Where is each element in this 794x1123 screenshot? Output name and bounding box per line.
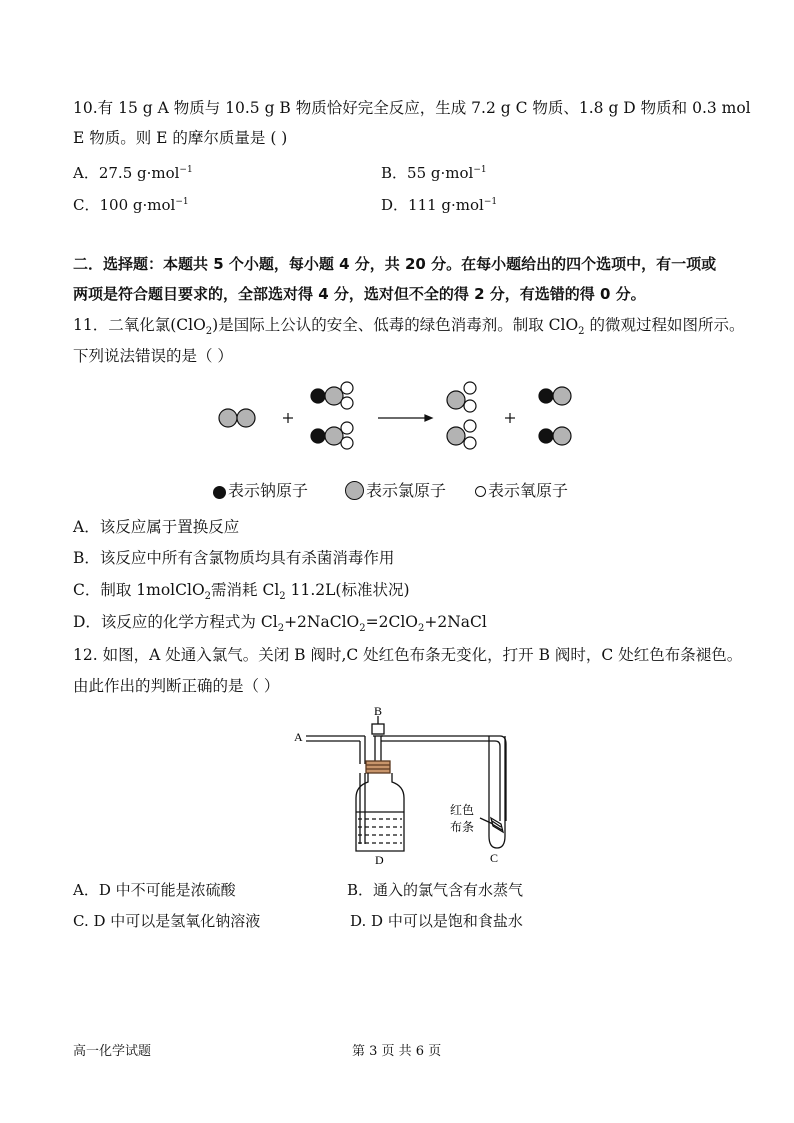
q10-option-c-text: C．100 g·mol	[73, 196, 176, 214]
label-b: B	[374, 704, 383, 718]
q11-stem-line2: 下列说法错误的是（ ）	[73, 347, 233, 365]
q11-l1c: 的微观过程如图所示。	[584, 316, 745, 334]
q10-option-a-sup: −1	[179, 165, 193, 175]
section2-header-line2: 两项是符合题目要求的，全部选对得 4 分，选对但不全的得 2 分，有选错的得 0 分。	[73, 285, 646, 303]
q12-option-c[interactable]: C. D 中可以是氢氧化钠溶液	[73, 912, 261, 930]
legend-oxygen-label: 表示氧原子	[488, 481, 569, 500]
o-atom	[341, 397, 353, 409]
q10-option-d[interactable]	[381, 192, 497, 215]
q11-l1-sub: 2	[205, 326, 213, 338]
cl-atom	[325, 427, 343, 445]
q11-d-b: +2NaClO	[284, 613, 360, 631]
q10-option-a[interactable]	[73, 160, 193, 183]
o-atom	[464, 382, 476, 394]
legend-sodium	[213, 480, 308, 502]
cl-atom	[553, 427, 571, 445]
q11-option-b[interactable]: B．该反应中所有含氯物质均具有杀菌消毒作用	[73, 549, 395, 567]
q11-option-a[interactable]: A．该反应属于置换反应	[73, 518, 240, 536]
q11-option-c[interactable]	[73, 580, 410, 607]
q11-d-sub2: 2	[359, 623, 366, 635]
q11-d-d: +2NaCl	[424, 613, 487, 631]
q10-option-b-text: B．55 g·mol	[381, 164, 474, 182]
q12-option-a[interactable]: A．D 中不可能是浓硫酸	[73, 881, 236, 899]
label-a: A	[294, 730, 303, 744]
q12-stem-line2: 由此作出的判断正确的是（ ）	[73, 677, 280, 695]
q11-c-c: 11.2L(标准状况)	[285, 581, 410, 599]
na-atom	[539, 389, 553, 403]
q11-d-sub3: 2	[418, 623, 425, 635]
o-atom	[341, 437, 353, 449]
q11-l1-sub2: 2	[578, 326, 585, 338]
cl-atom	[237, 409, 255, 427]
apparatus-diagram	[290, 706, 550, 866]
q12-option-b[interactable]: B．通入的氯气含有水蒸气	[347, 881, 524, 899]
o-atom	[341, 382, 353, 394]
oxygen-dot-icon	[475, 486, 486, 497]
reaction-diagram	[0, 378, 794, 458]
legend-oxygen	[475, 480, 568, 502]
na-atom	[539, 429, 553, 443]
q10-option-d-sup: −1	[483, 197, 498, 207]
cl-atom	[553, 387, 571, 405]
chlorine-dot-icon	[345, 481, 364, 500]
o-atom	[464, 420, 476, 432]
legend-sodium-label: 表示钠原子	[228, 481, 309, 500]
q11-c-a: C．制取 1molClO	[73, 581, 205, 599]
footer-page-number: 第 3 页 共 6 页	[352, 1044, 442, 1059]
cl-atom	[325, 387, 343, 405]
q10-stem-line2: E 物质。则 E 的摩尔质量是 ( )	[73, 129, 288, 147]
q12-option-d[interactable]: D. D 中可以是饱和食盐水	[350, 912, 523, 930]
legend-chlorine	[345, 480, 446, 502]
q11-c-b: 需消耗 Cl	[211, 581, 280, 599]
cl-atom	[219, 409, 237, 427]
section2-header-line1: 二．选择题：本题共 5 个小题，每小题 4 分，共 20 分。在每小题给出的四个选项中，有一项或	[73, 255, 717, 273]
o-atom	[464, 400, 476, 412]
q10-option-b-sup: −1	[473, 165, 487, 175]
q10-stem-line1: 10.有 15 g A 物质与 10.5 g B 物质恰好完全反应，生成 7.2 g C 物质、1.8 g D 物质和 0.3 mol	[73, 99, 751, 117]
na-atom	[311, 389, 325, 403]
label-cloth-2: 布条	[450, 820, 475, 834]
footer-subject: 高一化学试题	[73, 1044, 152, 1059]
q11-d-sub1: 2	[277, 623, 285, 635]
q11-d-a: D．该反应的化学方程式为 Cl	[73, 613, 278, 631]
q11-c-sub2: 2	[279, 591, 286, 603]
q10-option-b[interactable]	[381, 160, 487, 183]
label-d: D	[375, 853, 384, 867]
label-cloth-1: 红色	[450, 803, 475, 817]
q11-stem-line1	[73, 315, 744, 342]
sodium-dot-icon	[213, 486, 226, 499]
cl-atom	[447, 427, 465, 445]
q10-option-a-text: A．27.5 g·mol	[73, 164, 180, 182]
o-atom	[464, 437, 476, 449]
q11-d-c: =2ClO	[365, 613, 418, 631]
q12-stem-line1: 12. 如图，A 处通入氯气。关闭 B 阀时,C 处红色布条无变化，打开 B 阀时，C 处红色布条褪色。	[73, 646, 743, 664]
o-atom	[341, 422, 353, 434]
q10-option-c[interactable]	[73, 192, 189, 215]
q11-c-sub: 2	[204, 591, 212, 603]
q11-option-d[interactable]	[73, 612, 487, 639]
na-atom	[311, 429, 325, 443]
q11-l1a: 11．二氧化氯(ClO	[73, 316, 206, 334]
legend-chlorine-label: 表示氯原子	[366, 481, 447, 500]
q10-option-c-sup: −1	[175, 197, 189, 207]
label-c: C	[490, 851, 499, 865]
q11-l1b: )是国际上公认的安全、低毒的绿色消毒剂。制取 ClO	[212, 316, 579, 334]
cl-atom	[447, 391, 465, 409]
q10-option-d-text: D．111 g·mol	[381, 196, 484, 214]
